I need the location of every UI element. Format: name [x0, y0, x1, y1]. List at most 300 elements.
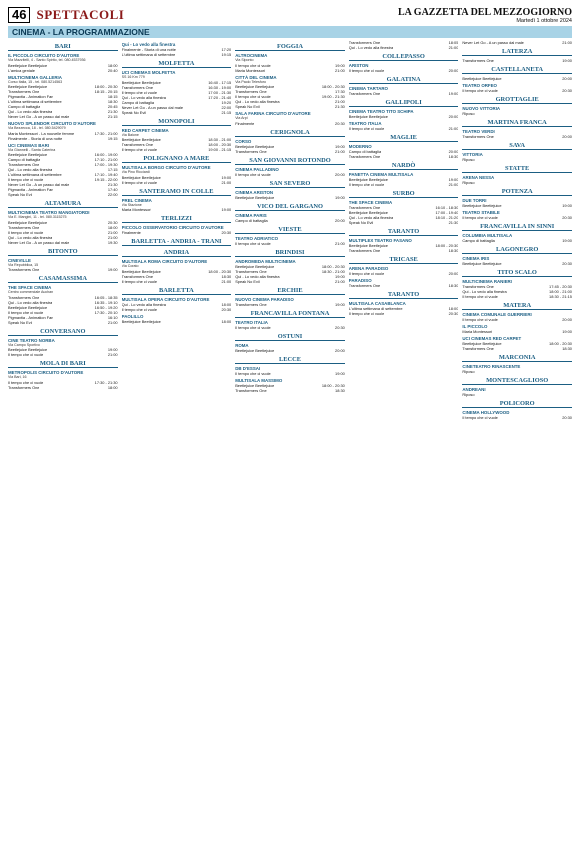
city-heading: TARANTO — [349, 291, 459, 299]
film-title: Pigmaxtia - Animation Fan — [8, 314, 54, 320]
film-row — [462, 317, 572, 322]
showtimes: 16:50 - 19:20 — [94, 304, 118, 310]
film-title: Never Let Go - A un passo dal male — [462, 40, 524, 45]
showtimes: 20:00 — [562, 76, 572, 81]
film-title: Transformers One — [348, 205, 381, 210]
showtimes: 17:30 - 21:00 — [94, 130, 118, 136]
showtimes: 20:00 — [448, 114, 459, 119]
showtimes: 18:30 — [562, 346, 572, 351]
film-title: Il tempo che ci vuole — [121, 147, 158, 152]
film-title: Campo di battaglia — [121, 99, 155, 105]
film-row — [8, 267, 118, 272]
film-title: Transformers One — [348, 40, 381, 45]
film-title: Il tempo che ci vuole — [8, 229, 44, 235]
masthead — [398, 7, 572, 24]
showtimes: 21:00 — [335, 67, 345, 73]
film-row — [462, 180, 572, 185]
showtimes: 18:30 — [107, 99, 118, 104]
film-title: Transformers One — [8, 89, 40, 94]
cinema-name: TEATRO ORFEO — [462, 83, 497, 88]
city-heading: TITO SCALO — [462, 269, 572, 277]
film-row — [235, 371, 345, 376]
film-row — [122, 230, 232, 235]
film-title: Transformers One — [462, 134, 494, 139]
section-title: SPETTACOLI — [36, 7, 125, 22]
showtimes: 20:45 — [107, 104, 118, 109]
film-title: Transformers One — [8, 294, 40, 300]
film-title: Transformers One — [235, 148, 267, 154]
film-title: Maria Montessori — [462, 329, 493, 334]
showtimes: 21:30 — [107, 109, 118, 114]
film-row — [462, 238, 572, 243]
cinema-name: MULTISALA BORGO CIRCUITO D'AUTORE — [121, 165, 211, 170]
showtimes: 20:30 — [335, 324, 345, 330]
cinema-address: SS 16 Km 779 — [121, 75, 145, 79]
showtimes: 21:00 — [335, 278, 345, 284]
film-title: Transformers One — [348, 91, 381, 96]
city-heading: MARTINA FRANCA — [462, 119, 572, 127]
film-title: Il tempo che ci vuole — [235, 62, 271, 68]
city-heading: TERLIZZI — [122, 215, 232, 223]
showtimes: 19:00 — [562, 203, 572, 208]
showtimes: 18:30 — [448, 283, 459, 288]
cinema-name: NUOVO VITTORIA — [462, 106, 501, 111]
film-title: Riposo — [462, 111, 475, 116]
film-title: Il tempo che ci vuole — [121, 306, 158, 312]
film-title: Never Let Go - A un passo dal male — [8, 239, 70, 245]
cinema-name: TEATRO ITALIA — [348, 121, 382, 126]
showtimes: 18:00 - 20:30 — [321, 263, 345, 269]
city-heading: LECCE — [235, 356, 345, 364]
film-title: Beetlejuice Beetlejuice — [348, 177, 388, 182]
film-title: Riposo — [462, 369, 475, 374]
film-row — [462, 392, 572, 397]
city-heading: SAN GIOVANNI ROTONDO — [235, 157, 345, 165]
film-row — [462, 346, 572, 351]
cinema-name: CINEVILLE — [8, 257, 31, 263]
showtimes: 19:00 — [448, 177, 459, 182]
film-title: Il tempo che ci vuole — [462, 215, 498, 220]
film-title: Riposo — [462, 180, 475, 185]
film-title: Beetlejuice Beetlejuice — [8, 62, 48, 68]
cinema-name: TEATRO ADRIATICO — [235, 235, 279, 241]
film-title: Il tempo che ci vuole — [8, 379, 44, 385]
film-title: Campo di battaglia — [8, 157, 41, 162]
cinema-name: VITTORIA — [462, 152, 483, 157]
film-title: Beetlejuice Beetlejuice — [235, 382, 275, 388]
film-row — [349, 114, 459, 119]
film-row — [8, 352, 118, 357]
film-title: L'ultima settimana di settembre — [121, 52, 176, 57]
cinema-address: Via Mazzitelli, 4 - Santo Spirito, tel. 080.4537936 — [8, 58, 86, 62]
showtimes: 18:00 - 20:30 — [321, 382, 345, 388]
showtimes: 18:00 - 20:30 — [435, 243, 459, 248]
showtimes: 20:00 — [448, 68, 459, 73]
section-band: CINEMA - LA PROGRAMMAZIONE — [8, 26, 572, 38]
film-title: Beetlejuice Beetlejuice — [8, 347, 48, 352]
cinema-name: CITTÀ DEL CINEMA — [235, 74, 277, 80]
cinema-name: DB D'ESSAI — [235, 365, 261, 371]
city-heading: GALLIPOLI — [349, 99, 459, 107]
showtimes: 19:00 — [335, 301, 345, 307]
film-title: Beetlejuice Beetlejuice — [348, 210, 388, 215]
city-heading: MOLA DI BARI — [8, 360, 118, 368]
showtimes: 18:30 - 21:00 — [321, 268, 345, 274]
film-row — [349, 271, 459, 276]
city-heading: LAGONEGRO — [462, 246, 572, 254]
film-row — [8, 192, 118, 197]
film-title: Il tempo che ci vuole — [462, 294, 498, 299]
film-row — [235, 325, 345, 330]
film-title: Speak No Evil — [348, 220, 374, 225]
film-title: Never Let Go - A un passo dal male — [8, 114, 70, 119]
showtimes: 21:00 — [107, 319, 118, 325]
cinema-address: Via Bezzecca, 18 - tel. 080.5429079 — [8, 126, 66, 130]
showtimes: 20:00 — [448, 271, 459, 276]
showtimes: 20:00 — [562, 317, 572, 322]
listing-column — [349, 40, 459, 836]
film-title: L'ultima settimana di settembre — [348, 306, 403, 311]
film-row — [122, 307, 232, 312]
film-title: Il tempo che ci vuole — [8, 352, 44, 357]
showtimes: 20:30 — [221, 230, 232, 235]
film-row — [235, 348, 345, 353]
showtimes: 17:10 - 19:40 — [94, 172, 118, 177]
showtimes: 22:00 — [221, 104, 232, 110]
film-row — [122, 207, 232, 212]
film-title: Transformers One — [462, 346, 494, 351]
film-title: Il tempo che ci vuole — [121, 278, 158, 284]
showtimes: 18:30 — [335, 387, 345, 393]
cinema-name: METROPOLIS CIRCUITO D'AUTORE — [8, 370, 84, 375]
film-title: Campo di battaglia — [462, 238, 495, 243]
film-title: Beetlejuice Beetlejuice — [462, 341, 502, 346]
showtimes: 21:00 — [562, 40, 572, 45]
film-title: Beetlejuice Beetlejuice — [235, 263, 275, 269]
showtimes: 19:00 — [562, 238, 572, 243]
cinema-name: CINEMA PARIS — [235, 212, 267, 218]
cinema-name: UCI CINEMAS MOLFETTA — [121, 70, 176, 75]
showtimes: 19:00 — [221, 174, 232, 180]
city-heading: ALTAMURA — [8, 200, 118, 208]
showtimes: 19:00 — [448, 91, 459, 96]
showtimes: 20:30 — [562, 215, 572, 220]
showtimes: 21:00 — [448, 45, 459, 50]
film-row — [349, 283, 459, 288]
cinema-address: Centro commerciale Auchan — [8, 290, 54, 294]
film-title: Transformers One — [8, 384, 40, 390]
cinema-name: NUOVO CINEMA PARADISO — [235, 296, 294, 302]
film-row — [8, 114, 118, 119]
showtimes: 20:00 — [562, 134, 572, 139]
cinema-name: MULTIPLEX TEATRO FASANO — [348, 238, 412, 243]
film-title: Beetlejuice Beetlejuice — [121, 268, 161, 274]
film-title: L'ultima settimana di settembre — [8, 172, 62, 177]
showtimes: 17:30 - 21:30 — [94, 379, 118, 385]
showtimes: 20:00 — [335, 217, 345, 223]
cinema-name: MODERNO — [348, 144, 372, 149]
city-heading: GROTTAGLIE — [462, 96, 572, 104]
city-heading: CASAMASSIMA — [8, 275, 118, 283]
film-title: Transformers One — [235, 301, 267, 307]
film-title: Il tempo che ci vuole — [348, 68, 385, 73]
cinema-address: Via Pino Ricciardi — [121, 170, 150, 174]
showtimes: 21:00 — [221, 179, 232, 185]
cinema-address: Via Repubblica, 15 — [8, 262, 39, 267]
cinema-name: CINEMA HOLLYWOOD — [462, 410, 510, 415]
showtimes: 21:15 — [221, 109, 232, 115]
city-heading: ANDRIA — [122, 249, 232, 257]
film-title: Il tempo che ci vuole — [235, 171, 271, 177]
film-row — [235, 68, 345, 73]
cinema-name: TEATRO ITALIA — [235, 319, 268, 325]
film-title: Speak No Evil — [121, 109, 147, 115]
showtimes: 18:30 — [448, 248, 459, 253]
film-title: Never Let Go - A un passo dal male — [8, 182, 70, 187]
showtimes: 19:15 — [221, 52, 232, 57]
city-heading: BITONTO — [8, 248, 118, 256]
showtimes: 17:15 — [107, 167, 118, 172]
film-row — [462, 261, 572, 266]
cinema-name: IL PICCOLO — [462, 324, 488, 329]
cinema-name: MULTISALA ROMA CIRCUITO D'AUTORE — [121, 259, 208, 264]
film-title: Speak No Evil — [235, 278, 260, 284]
cinema-address: Via Giannelli - Santa Caterina — [8, 147, 56, 152]
showtimes: 20:00 — [448, 149, 459, 154]
film-title: Transformers One — [462, 58, 494, 63]
cinema-address: Via Corato — [121, 264, 139, 268]
showtimes: 20:30 — [335, 120, 345, 126]
cinema-name: Qui - Lo vedo alla finestra — [121, 42, 176, 47]
film-title: Pigmaxtia - Animation Fan — [8, 187, 54, 192]
cinema-name: CINE TEATRO NORBA — [8, 337, 55, 343]
showtimes: 18:00 — [448, 306, 459, 311]
film-row — [462, 203, 572, 208]
city-heading: POLIGNANO A MARE — [122, 155, 232, 163]
showtimes: 19:00 — [107, 347, 118, 352]
showtimes: 17:30 - 20:10 — [94, 309, 118, 315]
film-title: Qui - Lo vedo alla finestra — [348, 45, 394, 50]
cinema-name: MULTISALA MASSIMO — [235, 377, 283, 383]
film-title: Qui - Lo vedo alla finestra — [235, 99, 280, 104]
showtimes: 18:15 - 20:15 — [94, 89, 118, 94]
film-title: Beetlejuice Beetlejuice — [462, 203, 502, 208]
cinema-name: RED CARPET CINEMA — [121, 127, 169, 133]
film-title: Qui - Lo vedo alla finestra — [8, 299, 53, 305]
film-title: Il tempo che ci vuole — [121, 89, 158, 95]
film-row — [8, 240, 118, 245]
city-heading: TRICASE — [349, 256, 459, 264]
showtimes: 21:30 — [448, 220, 459, 225]
film-row — [8, 385, 118, 390]
film-title: Beetlejuice Beetlejuice — [121, 79, 161, 85]
cinema-name: CINETEATRO RINASCENTE — [462, 364, 521, 369]
cinema-name: CINEMA PALLADINO — [235, 166, 279, 172]
city-heading: GALATINA — [349, 76, 459, 84]
film-row — [349, 91, 459, 96]
showtimes: 18:00 - 20:30 — [94, 84, 118, 89]
city-heading: CERIGNOLA — [235, 129, 345, 137]
cinema-name: THE SPACE CINEMA — [8, 285, 52, 290]
showtimes: 18:00 - 21:00 — [549, 289, 572, 294]
showtimes: 16:40 - 17:15 — [208, 79, 232, 85]
city-heading: CASTELLANETA — [462, 66, 572, 74]
city-heading: LATERZA — [462, 48, 572, 56]
film-title: Transformers One — [348, 283, 381, 288]
showtimes: 21:15 — [107, 114, 118, 119]
film-title: Finalmente — [121, 230, 141, 235]
city-heading: BARLETTA — [122, 287, 232, 295]
cinema-name: ALTROCINEMA — [235, 53, 268, 58]
city-heading: STATTE — [462, 165, 572, 173]
showtimes: 17:20 — [221, 47, 232, 52]
film-row — [349, 311, 459, 316]
cinema-name: MULTICINEMA GALLERIA — [8, 74, 62, 80]
cinema-name: TEATRO STABILE — [462, 210, 500, 215]
city-heading: VICO DEL GARGANO — [235, 203, 345, 211]
film-row — [8, 320, 118, 325]
film-title: Transformers One — [235, 268, 267, 274]
cinema-name: MULTICINEMA RANIERI — [462, 279, 512, 284]
film-title: Beetlejuice Beetlejuice — [462, 76, 502, 81]
film-row — [349, 182, 459, 187]
showtimes: 16:05 - 18:35 — [94, 294, 118, 300]
showtimes: 18:00 - 20:30 — [208, 268, 232, 274]
city-heading: POTENZA — [462, 188, 572, 196]
showtimes: 18:15 — [107, 94, 118, 99]
film-title: Campo di battaglia — [8, 104, 41, 109]
cinema-name: IL PICCOLO CIRCUITO D'AUTORE — [8, 53, 80, 58]
cinema-address: Via E. Mangini, 11 - tel. 080.3115275 — [8, 215, 67, 219]
showtimes: 20:00 — [335, 347, 345, 353]
showtimes: 19:20 — [221, 99, 232, 105]
showtimes: 20:30 — [448, 311, 459, 316]
showtimes: 18:00 - 20:30 — [549, 341, 572, 346]
film-row — [462, 157, 572, 162]
showtimes: 17:00 - 21:30 — [208, 89, 232, 95]
film-row — [462, 88, 572, 93]
showtimes: 21:00 — [448, 182, 459, 187]
showtimes: 18:30 — [448, 154, 459, 159]
film-title: Beetlejuice Beetlejuice — [235, 194, 275, 200]
city-heading: BARI — [8, 43, 118, 51]
film-title: Qui - Lo vedo alla finestra — [121, 301, 166, 307]
film-row — [349, 220, 459, 225]
page-number: 46 — [8, 7, 30, 23]
film-row — [235, 241, 345, 246]
film-title: Beetlejuice Beetlejuice — [8, 84, 48, 89]
showtimes: 20:30 — [562, 415, 572, 420]
film-row — [8, 68, 118, 73]
film-row — [235, 218, 345, 223]
film-title: Beetlejuice Beetlejuice — [8, 152, 48, 157]
film-title: Never Let Go - A un passo dal male — [121, 104, 184, 110]
showtimes: 21:00 — [335, 240, 345, 246]
cinema-name: ARISTON — [348, 63, 369, 68]
film-title: Pigmaxtia - Animation Fan — [8, 94, 54, 99]
cinema-address: Via Bari, 16 — [8, 375, 27, 379]
cinema-name: MULTISALA OPERA CIRCUITO D'AUTORE — [121, 296, 210, 302]
film-title: Beetlejuice Beetlejuice — [235, 143, 275, 149]
film-title: Il tempo che ci vuole — [235, 324, 271, 330]
city-heading: OSTUNI — [235, 333, 345, 341]
film-row — [462, 58, 572, 63]
film-title: Il tempo che ci vuole — [462, 415, 498, 420]
film-title: Qui - Lo vedo alla finestra — [121, 94, 166, 100]
showtimes: 19:00 - 21:30 — [321, 94, 345, 99]
showtimes: 18:00 - 20:30 — [321, 84, 345, 89]
city-heading: FRANCAVILLA FONTANA — [235, 310, 345, 318]
showtimes: 16:35 - 19:10 — [94, 299, 118, 305]
showtimes: 16:10 - 18:30 — [435, 205, 459, 210]
showtimes: 19:00 — [335, 143, 345, 149]
cinema-name: MULTICINEMA TEATRO MANGIATORDI — [8, 210, 90, 215]
showtimes: 20:30 — [562, 88, 572, 93]
film-title: Transformers One — [348, 154, 381, 159]
showtimes: 18:30 - 21:15 — [549, 294, 572, 299]
showtimes: 19:00 — [221, 207, 232, 212]
film-row — [462, 134, 572, 139]
film-row — [122, 110, 232, 115]
showtimes: 18:30 — [221, 273, 232, 279]
showtimes: 19:00 — [335, 370, 345, 376]
film-title: Transformers One — [8, 267, 40, 272]
film-title: Transformers One — [8, 224, 40, 230]
showtimes: 17:10 - 21:00 — [94, 157, 118, 162]
cinema-name: COLUMBIA MULTISALA — [462, 233, 513, 238]
newspaper-name: LA GAZZETTA DEL MEZZOGIORNO — [397, 6, 572, 18]
film-title: Beetlejuice Beetlejuice — [462, 261, 502, 266]
cinema-name: CORSO — [235, 138, 252, 144]
showtimes: 21:30 — [107, 182, 118, 187]
cinema-name: CINEMA ARISTON — [235, 189, 274, 195]
film-row — [349, 126, 459, 131]
cinema-address: Via Stazione — [121, 202, 142, 207]
film-title: Finalmente - Storia di una notte — [121, 47, 176, 52]
city-heading: MAGLIE — [349, 134, 459, 142]
film-row — [235, 279, 345, 284]
film-row — [462, 369, 572, 374]
issue-date: Martedì 1 ottobre 2024 — [516, 17, 572, 24]
showtimes: 21:00 — [221, 278, 232, 284]
showtimes: 20:30 — [107, 219, 118, 225]
film-title: Speak No Evil — [235, 104, 260, 109]
film-title: Transformers One — [462, 284, 494, 289]
showtimes: 20:00 — [335, 171, 345, 177]
film-row — [235, 195, 345, 200]
showtimes: 21:00 — [107, 234, 118, 240]
cinema-name: ARENA PARADISO — [348, 266, 389, 271]
film-row — [462, 76, 572, 81]
film-row — [235, 172, 345, 177]
cinema-name: CINEMA COMUNALE GUERRIERI — [462, 312, 532, 317]
film-title: Beetlejuice Beetlejuice — [8, 219, 48, 225]
film-title: Qui - Lo vedo alla finestra — [8, 234, 53, 240]
showtimes: 16:30 - 19:00 — [208, 84, 232, 90]
film-title: Transformers One — [348, 248, 381, 253]
film-row — [462, 329, 572, 334]
cinema-address: Via Campo Sportivo — [8, 342, 40, 347]
showtimes: 19:15 — [107, 135, 118, 141]
film-title: Beetlejuice Beetlejuice — [235, 347, 275, 353]
city-heading: MONTESCAGLIOSO — [462, 377, 572, 385]
film-title: L'ultima settimana di settembre — [8, 99, 62, 104]
showtimes: 17:30 — [335, 89, 345, 94]
showtimes: 17:20 - 21:40 — [208, 94, 232, 100]
showtimes: 18:00 — [107, 384, 118, 390]
showtimes: 19:30 — [107, 239, 118, 245]
city-heading: COLLEPASSO — [349, 53, 459, 61]
